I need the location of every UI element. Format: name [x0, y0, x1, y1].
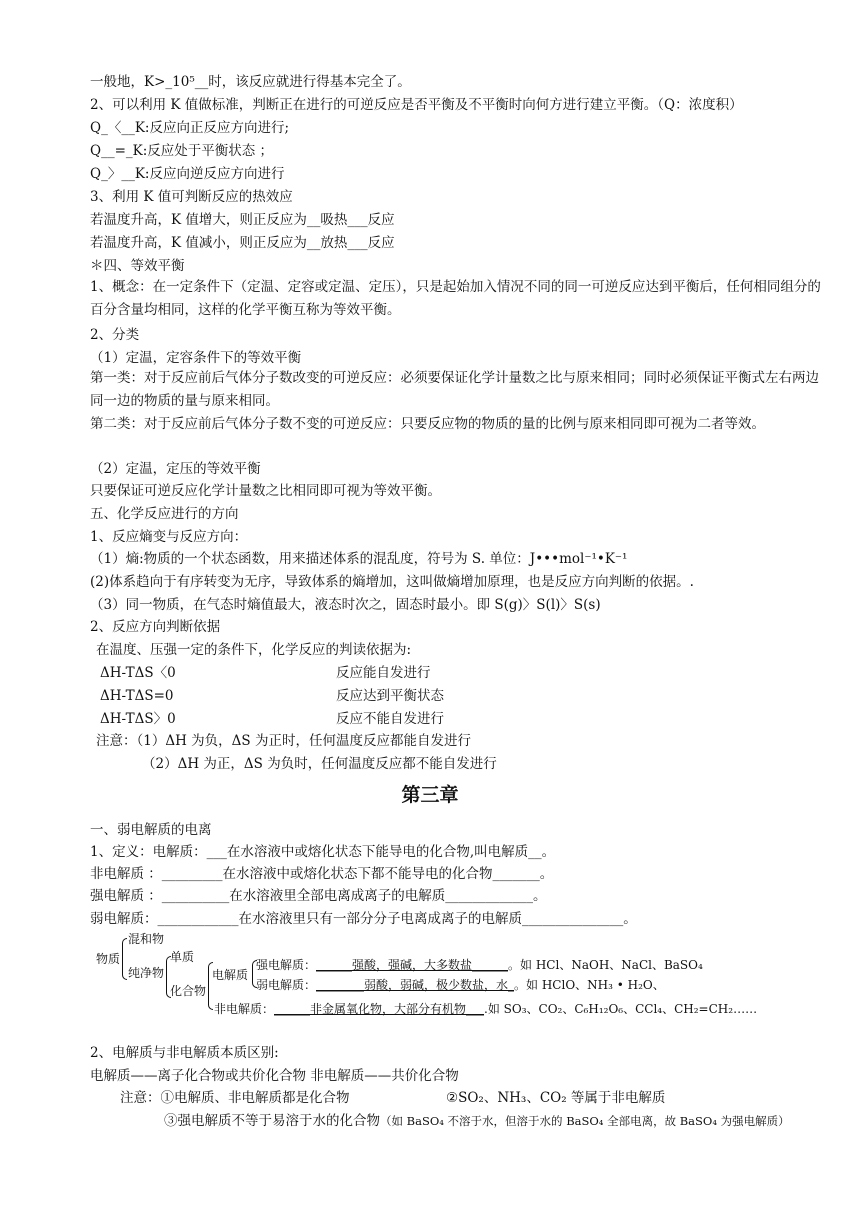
tree-non [214, 1002, 757, 1016]
text-line: （1）熵:物质的一个状态函数，用来描述体系的混乱度，符号为 S. 单位：J•••mol⁻¹•K⁻¹ [90, 551, 628, 567]
tree-weak-label: 弱电解质： [256, 978, 317, 992]
section-heading: ＊四、等效平衡 [90, 258, 185, 274]
brace [122, 938, 127, 980]
tree-non-examples: .如 SO₃、CO₂、C₆H₁₂O₆、CCl₄、CH₂=CH₂…… [484, 1002, 758, 1016]
text-line: (2)体系趋向于有序转变为无序，导致体系的熵增加，这叫做熵增加原理，也是反应方向判断的依据。. [90, 574, 694, 590]
note-3-detail: （如 BaSO₄ 不溶于水，但溶于水的 BaSO₄ 全部电离，故 BaSO₄ 为强电解质） [380, 1114, 790, 1128]
tree-root: 物质 [96, 952, 121, 966]
criteria-result: 反应能自发进行 [336, 665, 431, 681]
text-line: （1）定温，定容条件下的等效平衡 [90, 350, 302, 366]
note-line: 注意：（1）ΔH 为负，ΔS 为正时，任何温度反应都能自发进行 [96, 733, 471, 749]
tree-non-text: ______非金属氧化物，大部分有机物___ [274, 1002, 485, 1016]
definition-label: 非电解质 ： [90, 866, 162, 882]
text-line: 2、反应方向判断依据 [90, 619, 221, 635]
criteria-row [100, 663, 431, 683]
note-3: ③强电解质不等于易溶于水的化合物 [164, 1113, 380, 1129]
definition-line [90, 842, 555, 862]
criteria-result: 反应达到平衡状态 [336, 688, 444, 704]
note-line: （2）ΔH 为正，ΔS 为负时，任何温度反应都不能自发进行 [142, 756, 497, 772]
note-1: 注意：①电解质、非电解质都是化合物 [120, 1090, 350, 1106]
tree-mix: 混和物 [128, 932, 165, 946]
text-line: 1、反应熵变与反应方向： [90, 529, 248, 545]
definition-label: 强电解质 ： [90, 888, 162, 904]
text-line: Q_〈__K:反应向正反应方向进行; [90, 120, 289, 136]
text-line: 在温度、压强一定的条件下，化学反应的判读依据为: [96, 642, 412, 658]
tree-strong-text: ______强酸，强碱，大多数盐______ [316, 958, 509, 972]
text-line: 2、分类 [90, 327, 140, 343]
text-line: 3、利用 K 值可判断反应的热效应 [90, 189, 293, 205]
definition-text: _________在水溶液中或熔化状态下都不能导电的化合物_______。 [161, 866, 554, 882]
text-line: Q__=_K:反应处于平衡状态 ； [90, 143, 274, 159]
paragraph: 第二类：对于反应前后气体分子数不变的可逆反应：只要反应物的物质的量的比例与原来相同即可视为二者等效。 [90, 416, 765, 432]
text-line: 2、可以利用 K 值做标准，判断正在进行的可逆反应是否平衡及不平衡时向何方进行建立平衡。（Q：浓度积） [90, 97, 743, 113]
tree-electrolyte: 电解质 [212, 968, 249, 982]
definition-line [90, 886, 547, 906]
text-line: 电解质——离子化合物或共价化合物 非电解质——共价化合物 [90, 1068, 459, 1084]
tree-compound: 化合物 [170, 984, 207, 998]
paragraph: 第一类：对于反应前后气体分子数改变的可逆反应：必须要保证化学计量数之比与原来相同；同时必须保证平衡式左右两边同一边的物质的量与原来相同。 [90, 370, 819, 409]
text-line: 一般地，K>_10⁵__时，该反应就进行得基本完全了。 [90, 74, 411, 90]
criteria-row [100, 709, 444, 729]
tree-element: 单质 [170, 950, 195, 964]
tree-non-label: 非电解质： [214, 1002, 275, 1016]
criteria-condition: ΔH-TΔS〈0 [100, 665, 176, 681]
criteria-result: 反应不能自发进行 [336, 711, 444, 727]
section-heading: 五、化学反应进行的方向 [90, 506, 239, 522]
text-line: 只要保证可逆反应化学计量数之比相同即可视为等效平衡。 [90, 483, 441, 499]
tree-weak-text: ________弱酸，弱碱，极少数盐，水_ [316, 978, 515, 992]
section-heading: 一、弱电解质的电离 [90, 822, 212, 838]
tree-strong-examples: 。如 HCl、NaOH、NaCl、BaSO₄ [508, 958, 703, 972]
definition-label: 弱电解质： [90, 911, 158, 927]
text-line: Q_〉__K:反应向逆反应方向进行 [90, 166, 285, 182]
tree-weak [256, 978, 665, 992]
definition-text: ___在水溶液中或熔化状态下能导电的化合物,叫电解质__。 [206, 844, 556, 860]
note-line [164, 1111, 790, 1131]
definition-line [90, 909, 637, 929]
tree-pure: 纯净物 [128, 966, 165, 980]
text-line: 若温度升高，K 值减小，则正反应为__放热___反应 [90, 235, 395, 251]
tree-weak-examples: 。如 HClO、NH₃ • H₂O、 [514, 978, 665, 992]
chapter-title: 第三章 [401, 784, 459, 806]
definition-text: __________在水溶液里全部电离成离子的电解质_____________。 [161, 888, 547, 904]
criteria-row [100, 686, 444, 706]
text-line: （3）同一物质，在气态时熵值最大，液态时次之，固态时最小。即 S(g)〉S(l)〉S(s) [90, 597, 601, 613]
definition-line [90, 864, 553, 884]
section-heading: 2、电解质与非电解质本质区别: [90, 1045, 279, 1061]
tree-strong-label: 强电解质： [256, 958, 317, 972]
criteria-condition: ΔH-TΔS=0 [100, 688, 174, 704]
note-line [120, 1088, 666, 1108]
text-line: 若温度升高，K 值增大，则正反应为__吸热___反应 [90, 212, 395, 228]
definition-label: 1、定义：电解质： [90, 844, 207, 860]
definition-text: ____________在水溶液里只有一部分分子电离成离子的电解质_______________。 [157, 911, 637, 927]
paragraph: 1、概念：在一定条件下（定温、定容或定温、定压），只是起始加入情况不同的同一可逆反应达到平衡后，任何相同组分的百分含量均相同，这样的化学平衡互称为等效平衡。 [90, 279, 821, 318]
text-line: （2）定温，定压的等效平衡 [90, 461, 261, 477]
note-2: ②SO₂、NH₃、CO₂ 等属于非电解质 [446, 1090, 666, 1106]
criteria-condition: ΔH-TΔS〉0 [100, 711, 176, 727]
tree-strong [256, 958, 703, 972]
